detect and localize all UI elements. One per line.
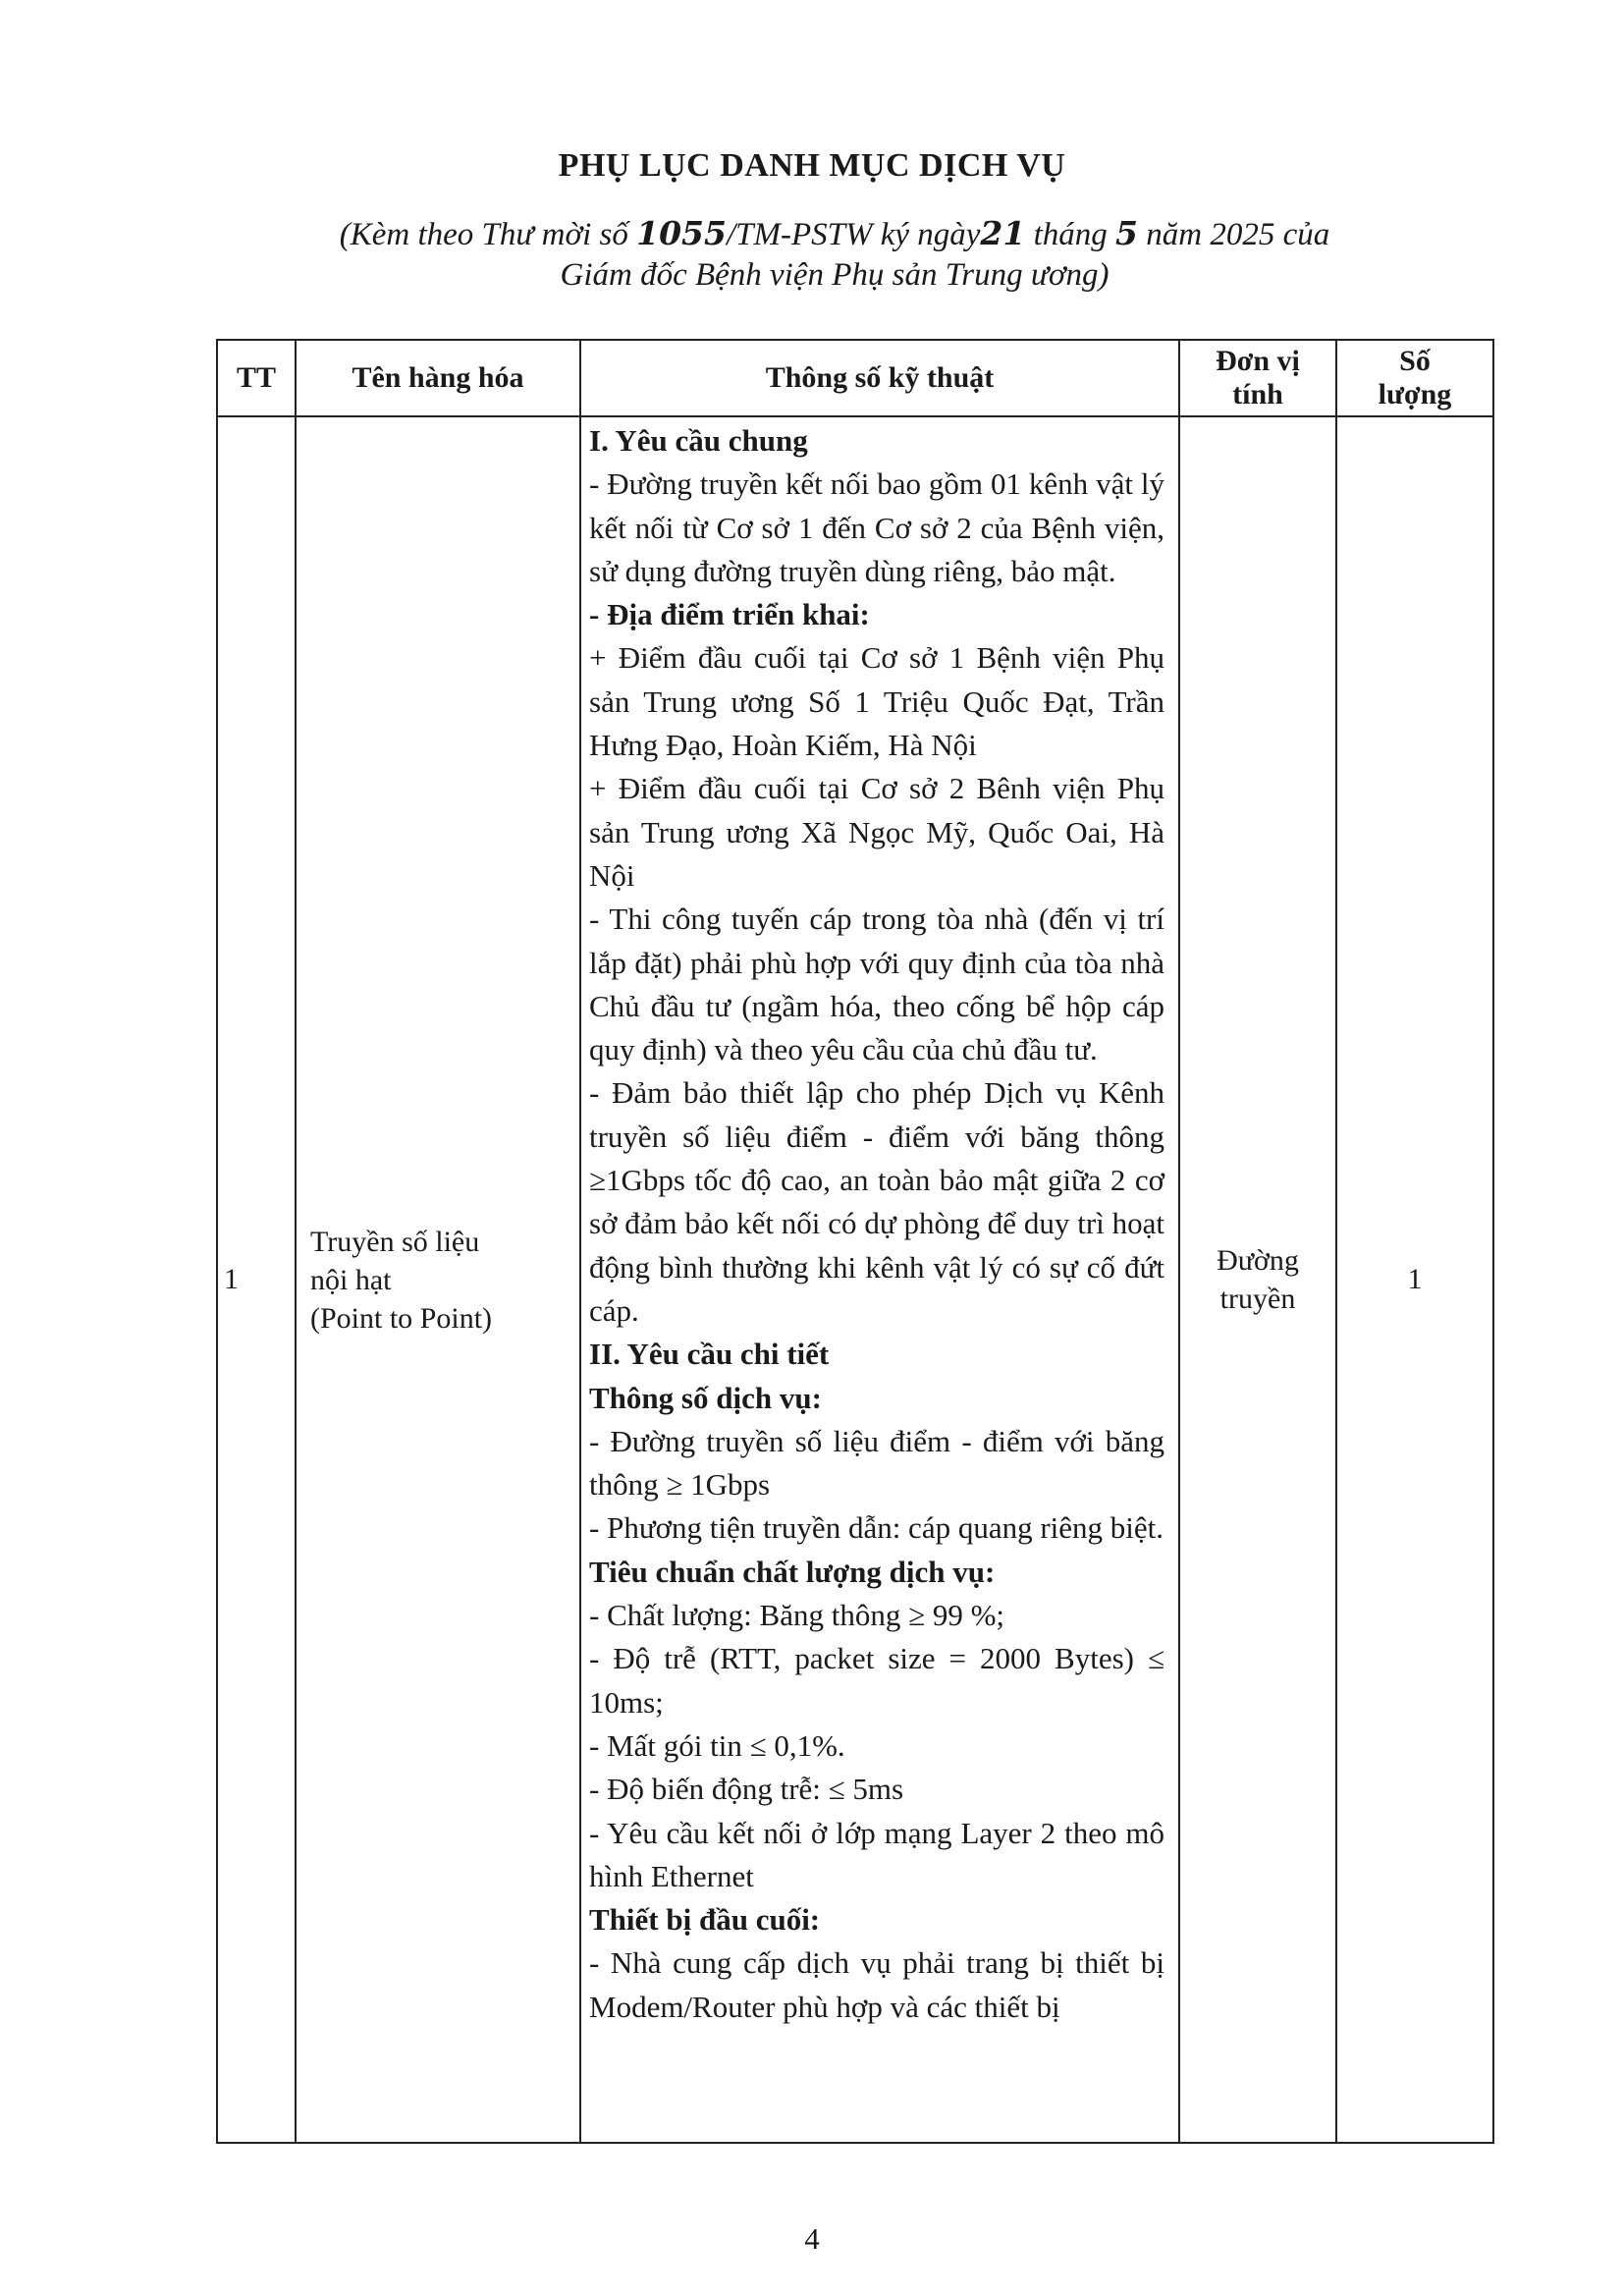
spec-paragraph: - Nhà cung cấp dịch vụ phải trang bị thiết bị Modem/Router phù hợp và các thiết bị (589, 1945, 1164, 2024)
subtitle-text-1: (Kèm theo Thư mời số (339, 217, 637, 252)
name-line2: nội hạt (310, 1263, 392, 1296)
document-title: PHỤ LỤC DANH MỤC DỊCH VỤ (558, 147, 1066, 184)
spec-paragraph: - Độ biến động trễ: ≤ 5ms (589, 1772, 904, 1807)
subtitle-text-4: năm 2025 của (1138, 217, 1330, 252)
spec-paragraph: + Điểm đầu cuối tại Cơ sở 1 Bệnh viện Phụ sản Trung ương Số 1 Triệu Quốc Đạt, Trần Hưng Đạo, Hoàn Kiếm, Hà Nội (589, 640, 1164, 763)
page-number: 4 (804, 2221, 820, 2256)
spec-heading-general: I. Yêu cầu chung (589, 423, 808, 458)
spec-paragraph: - Đảm bảo thiết lập cho phép Dịch vụ Kênh truyền số liệu điểm - điểm với băng thông ≥1Gbps tốc độ cao, an toàn bảo mật giữa 2 cơ sở đảm bảo kết nối có dự phòng để duy trì hoạt động bình thường khi kênh vật lý có sự cố đứt cáp. (589, 1075, 1164, 1328)
name-line3: (Point to Point) (310, 1301, 493, 1335)
spec-paragraph: - Độ trễ (RTT, packet size = 2000 Bytes) ≤ 10ms; (589, 1641, 1164, 1720)
spec-paragraph: - Chất lượng: Băng thông ≥ 99 %; (589, 1598, 1005, 1633)
subtitle-text-3: tháng (1025, 217, 1116, 252)
service-table (216, 339, 1494, 2144)
header-qty-line2: lượng (1378, 378, 1452, 410)
cell-name (296, 416, 580, 2143)
cell-qty: 1 (1336, 416, 1493, 2143)
name-line1: Truyền số liệu (310, 1225, 480, 1258)
document-subtitle-line1 (245, 214, 1424, 253)
cell-spec (580, 416, 1179, 2143)
header-name: Tên hàng hóa (296, 340, 580, 416)
spec-heading-detail: II. Yêu cầu chi tiết (589, 1337, 830, 1372)
spec-paragraph: - Thi công tuyến cáp trong tòa nhà (đến vị trí lắp đặt) phải phù hợp với quy định của tòa nhà Chủ đầu tư (ngầm hóa, theo cống bể hộp cáp quy định) và theo yêu cầu của chủ đầu tư. (589, 902, 1164, 1067)
letter-number: 1055 (636, 214, 727, 252)
table-row (217, 416, 1493, 2143)
spec-content (581, 417, 1178, 2029)
spec-paragraph: + Điểm đầu cuối tại Cơ sở 2 Bênh viện Phụ sản Trung ương Xã Ngọc Mỹ, Quốc Oai, Hà Nội (589, 771, 1164, 893)
subtitle-text-2: /TM-PSTW ký ngày (726, 217, 981, 252)
spec-heading-service: Thông số dịch vụ: (589, 1380, 822, 1415)
table-header-row (217, 340, 1493, 416)
letter-day: 21 (980, 214, 1026, 252)
header-tt: TT (217, 340, 296, 416)
unit-line2: truyền (1219, 1283, 1296, 1315)
header-qty-line1: Số (1399, 345, 1431, 377)
spec-paragraph: - Yêu cầu kết nối ở lớp mạng Layer 2 theo mô hình Ethernet (589, 1815, 1164, 1893)
spec-paragraph: - Phương tiện truyền dẫn: cáp quang riêng biệt. (589, 1510, 1164, 1546)
cell-unit (1179, 416, 1336, 2143)
spec-heading-quality: Tiêu chuẩn chất lượng dịch vụ: (589, 1554, 996, 1589)
document-subtitle-line2: Giám đốc Bệnh viện Phụ sản Trung ương) (560, 257, 1110, 293)
spec-heading-location: - Địa điểm triển khai: (589, 597, 870, 632)
spec-paragraph: - Mất gói tin ≤ 0,1%. (589, 1727, 845, 1763)
header-unit-line2: tính (1232, 378, 1283, 410)
spec-paragraph: - Đường truyền kết nối bao gồm 01 kênh vật lý kết nối từ Cơ sở 1 đến Cơ sở 2 của Bệnh viện, sử dụng đường truyền dùng riêng, bảo mật. (589, 466, 1164, 588)
header-unit-line1: Đơn vị (1216, 345, 1300, 377)
unit-line1: Đường (1217, 1244, 1299, 1277)
letter-month: 5 (1115, 214, 1138, 252)
header-spec: Thông số kỹ thuật (580, 340, 1179, 416)
header-unit (1179, 340, 1336, 416)
spec-paragraph: - Đường truyền số liệu điểm - điểm với băng thông ≥ 1Gbps (589, 1423, 1164, 1503)
spec-heading-equipment: Thiết bị đầu cuối: (589, 1902, 821, 1938)
header-qty (1336, 340, 1493, 416)
cell-tt: 1 (217, 416, 296, 2143)
